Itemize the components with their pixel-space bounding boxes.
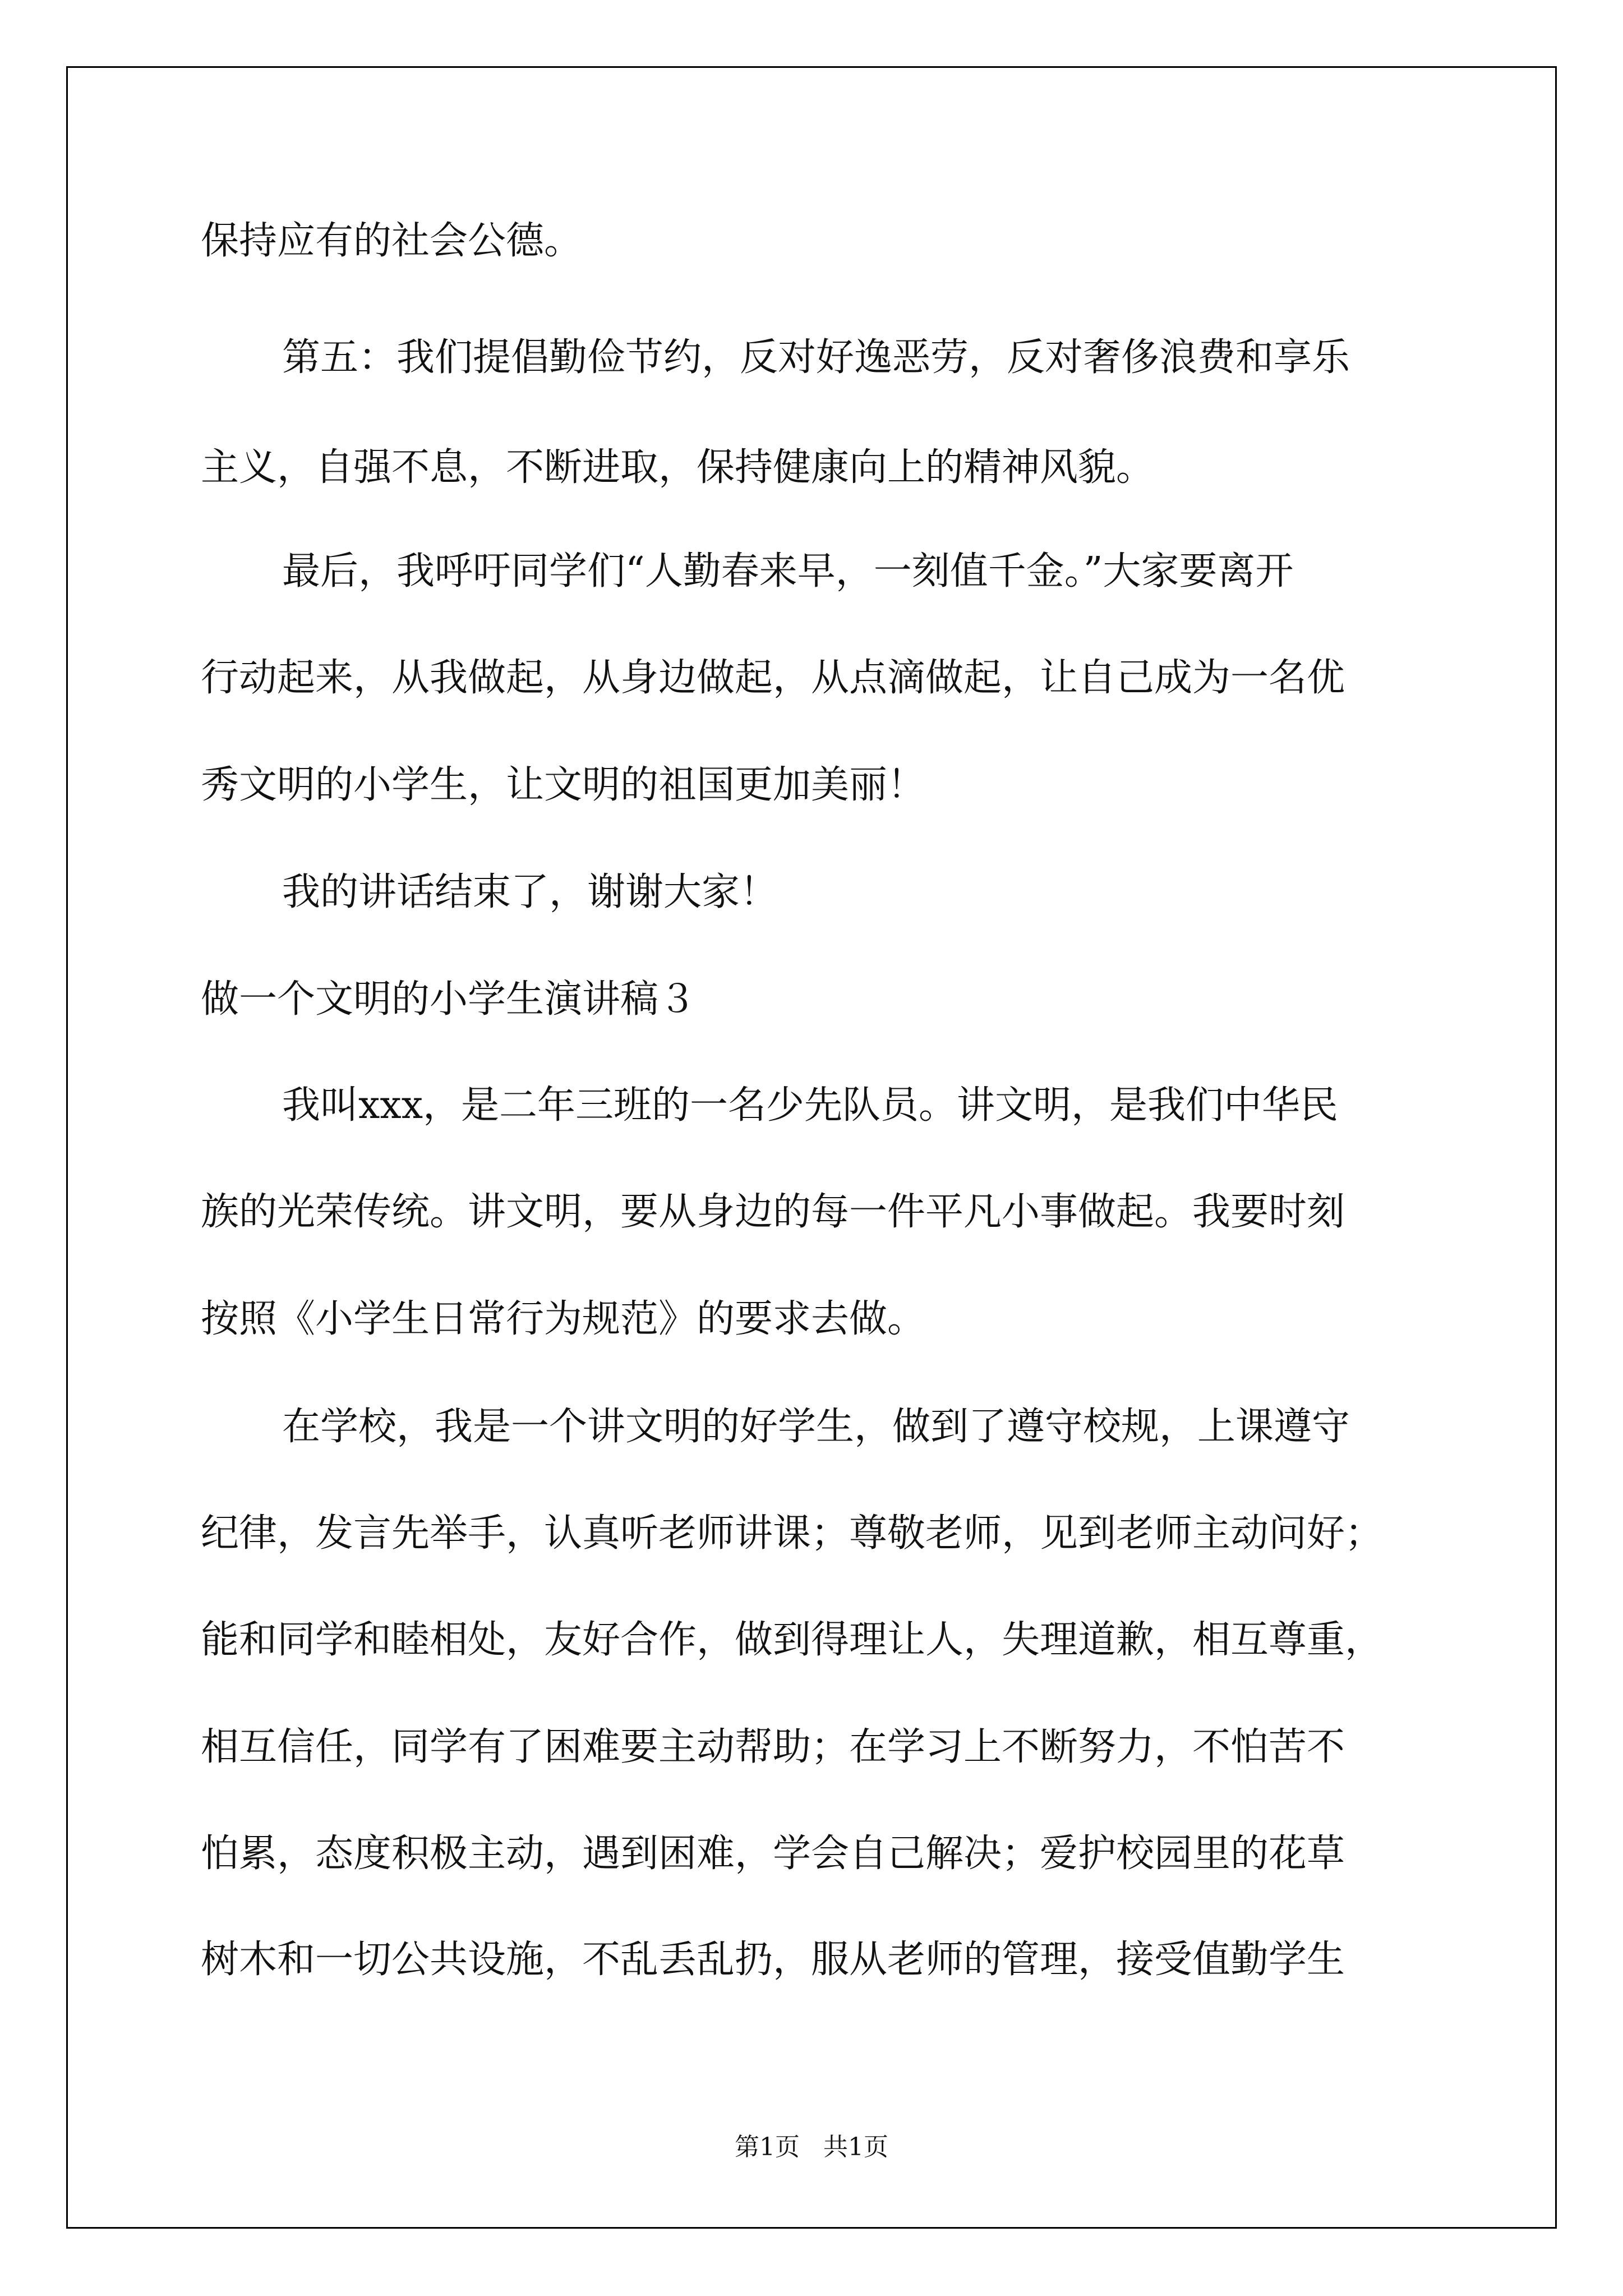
body-line: 行动起来，从我做起，从身边做起，从点滴做起，让自己成为一名优 [201,656,1345,700]
body-line: 秀文明的小学生，让文明的祖国更加美丽！ [201,763,926,807]
body-line: 主义，自强不息，不断进取，保持健康向上的精神风貌。 [201,445,1155,490]
body-line: 怕累，态度积极主动，遇到困难，学会自己解决；爱护校园里的花草 [201,1832,1345,1876]
body-line: 第五：我们提倡勤俭节约，反对好逸恶劳，反对奢侈浪费和享乐 [282,335,1350,380]
body-line: 相互信任，同学有了困难要主动帮助；在学习上不断努力，不怕苦不 [201,1725,1345,1769]
page-border [66,66,1557,2229]
body-line: 我的讲话结束了，谢谢大家！ [282,870,778,914]
body-line: 族的光荣传统。讲文明，要从身边的每一件平凡小事做起。我要时刻 [201,1190,1345,1234]
body-line: 树木和一切公共设施，不乱丢乱扔，服从老师的管理，接受值勤学生 [201,1938,1345,1982]
page-footer: 第1页 共1页 [735,2133,888,2161]
body-line: 能和同学和睦相处，友好合作，做到得理让人，失理道歉，相互尊重， [201,1618,1384,1662]
body-line: 最后，我呼吁同学们“人勤春来早，一刻值千金。”大家要离开 [282,549,1294,593]
body-line: 按照《小学生日常行为规范》的要求去做。 [201,1297,926,1341]
section-title: 做一个文明的小学生演讲稿３ [201,977,697,1022]
body-line: 我叫xxx，是二年三班的一名少先队员。讲文明，是我们中华民 [282,1083,1339,1128]
body-line: 在学校，我是一个讲文明的好学生，做到了遵守校规，上课遵守 [282,1405,1350,1449]
body-line: 保持应有的社会公德。 [201,219,583,263]
body-line: 纪律，发言先举手，认真听老师讲课；尊敬老师，见到老师主动问好； [201,1511,1384,1556]
